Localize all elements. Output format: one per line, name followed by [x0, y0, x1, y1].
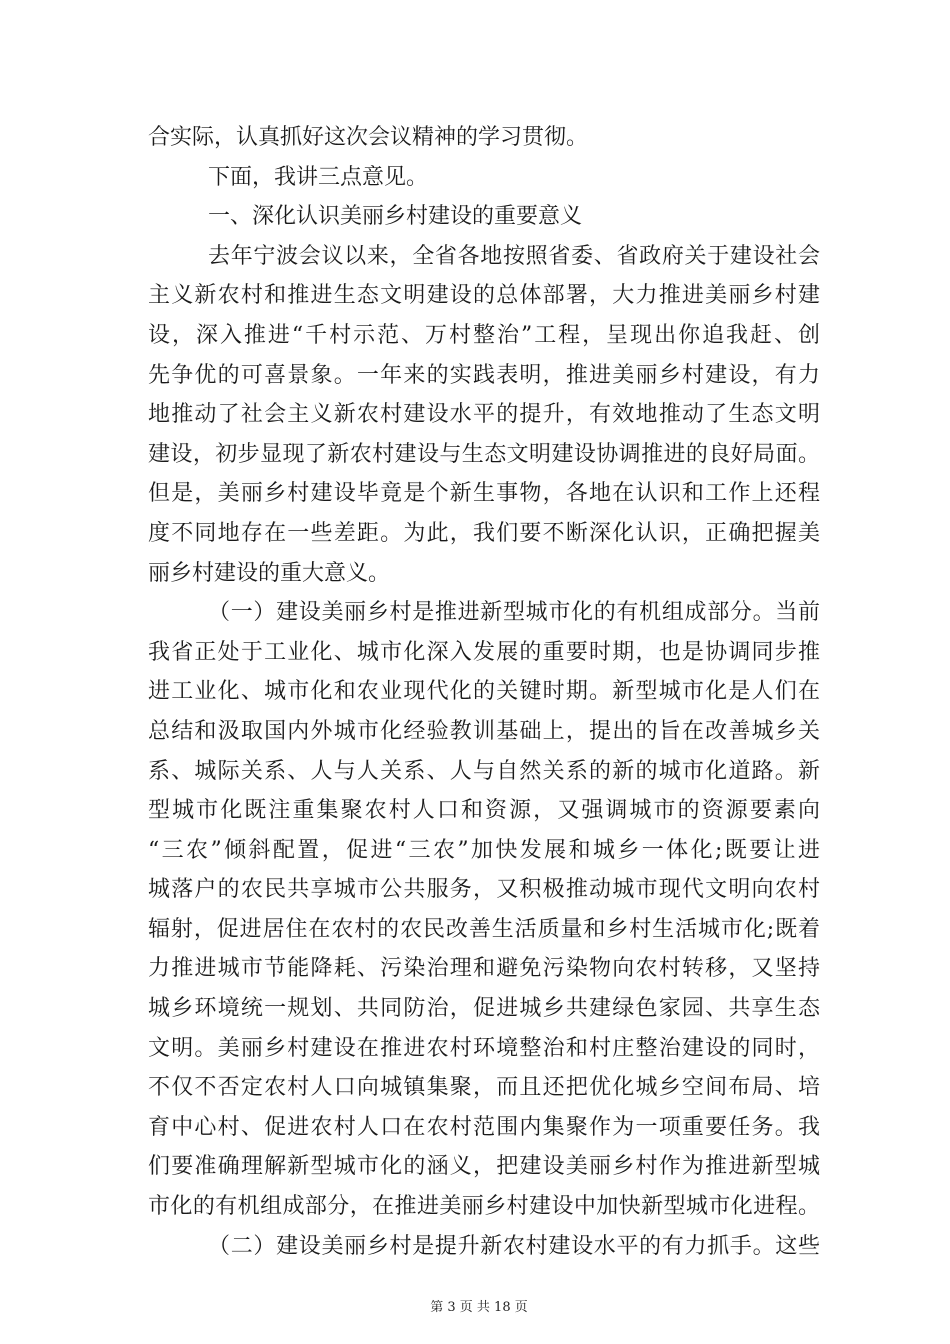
text-line: 型城市化既注重集聚农村人口和资源，又强调城市的资源要素向 — [148, 798, 820, 824]
text-line: （一）建设美丽乡村是推进新型城市化的有机组成部分。当前 — [208, 600, 820, 626]
text-line: 力推进城市节能降耗、污染治理和避免污染物向农村转移，又坚持 — [148, 956, 820, 982]
text-line: 系、城际关系、人与人关系、人与自然关系的新的城市化道路。新 — [148, 758, 820, 784]
text-line: 我省正处于工业化、城市化深入发展的重要时期，也是协调同步推 — [148, 639, 820, 665]
text-line: 地推动了社会主义新农村建设水平的提升，有效地推动了生态文明 — [148, 402, 820, 428]
text-line: 辐射，促进居住在农村的农民改善生活质量和乡村生活城市化;既着 — [148, 916, 820, 942]
text-line: 建设，初步显现了新农村建设与生态文明建设协调推进的良好局面。 — [148, 441, 820, 467]
text-line: 下面，我讲三点意见。 — [208, 164, 429, 190]
text-line: （二）建设美丽乡村是提升新农村建设水平的有力抓手。这些 — [208, 1233, 820, 1259]
text-line: 不仅不否定农村人口向城镇集聚，而且还把优化城乡空间布局、培 — [148, 1075, 820, 1101]
text-line: 设，深入推进“千村示范、万村整治”工程，呈现出你追我赶、创 — [148, 322, 820, 348]
text-line: 们要准确理解新型城市化的涵义，把建设美丽乡村作为推进新型城 — [148, 1154, 820, 1180]
text-line: 一、深化认识美丽乡村建设的重要意义 — [208, 204, 583, 230]
text-line: 主义新农村和推进生态文明建设的总体部署，大力推进美丽乡村建 — [148, 283, 820, 309]
text-line: “三农”倾斜配置，促进“三农”加快发展和城乡一体化;既要让进 — [148, 837, 820, 863]
text-line: 市化的有机组成部分，在推进美丽乡村建设中加快新型城市化进程。 — [148, 1194, 820, 1220]
page-footer — [0, 1296, 950, 1315]
text-line: 先争优的可喜景象。一年来的实践表明，推进美丽乡村建设，有力 — [148, 362, 820, 388]
text-line: 去年宁波会议以来，全省各地按照省委、省政府关于建设社会 — [208, 243, 820, 269]
text-line: 度不同地存在一些差距。为此，我们要不断深化认识，正确把握美 — [148, 520, 820, 546]
text-line: 城落户的农民共享城市公共服务，又积极推动城市现代文明向农村 — [148, 877, 820, 903]
text-line: 合实际，认真抓好这次会议精神的学习贯彻。 — [148, 125, 589, 150]
text-line: 育中心村、促进农村人口在农村范围内集聚作为一项重要任务。我 — [148, 1114, 820, 1140]
text-line: 城乡环境统一规划、共同防治，促进城乡共建绿色家园、共享生态 — [148, 996, 820, 1022]
text-line: 总结和汲取国内外城市化经验教训基础上，提出的旨在改善城乡关 — [148, 718, 820, 744]
text-line: 文明。美丽乡村建设在推进农村环境整治和村庄整治建设的同时， — [148, 1035, 820, 1061]
body-text — [148, 118, 820, 1266]
page-number: 第 3 页 共 18 页 — [430, 1300, 528, 1315]
text-line: 进工业化、城市化和农业现代化的关键时期。新型城市化是人们在 — [148, 679, 820, 705]
text-line: 丽乡村建设的重大意义。 — [148, 560, 391, 586]
text-line: 但是，美丽乡村建设毕竟是个新生事物，各地在认识和工作上还程 — [148, 481, 820, 507]
